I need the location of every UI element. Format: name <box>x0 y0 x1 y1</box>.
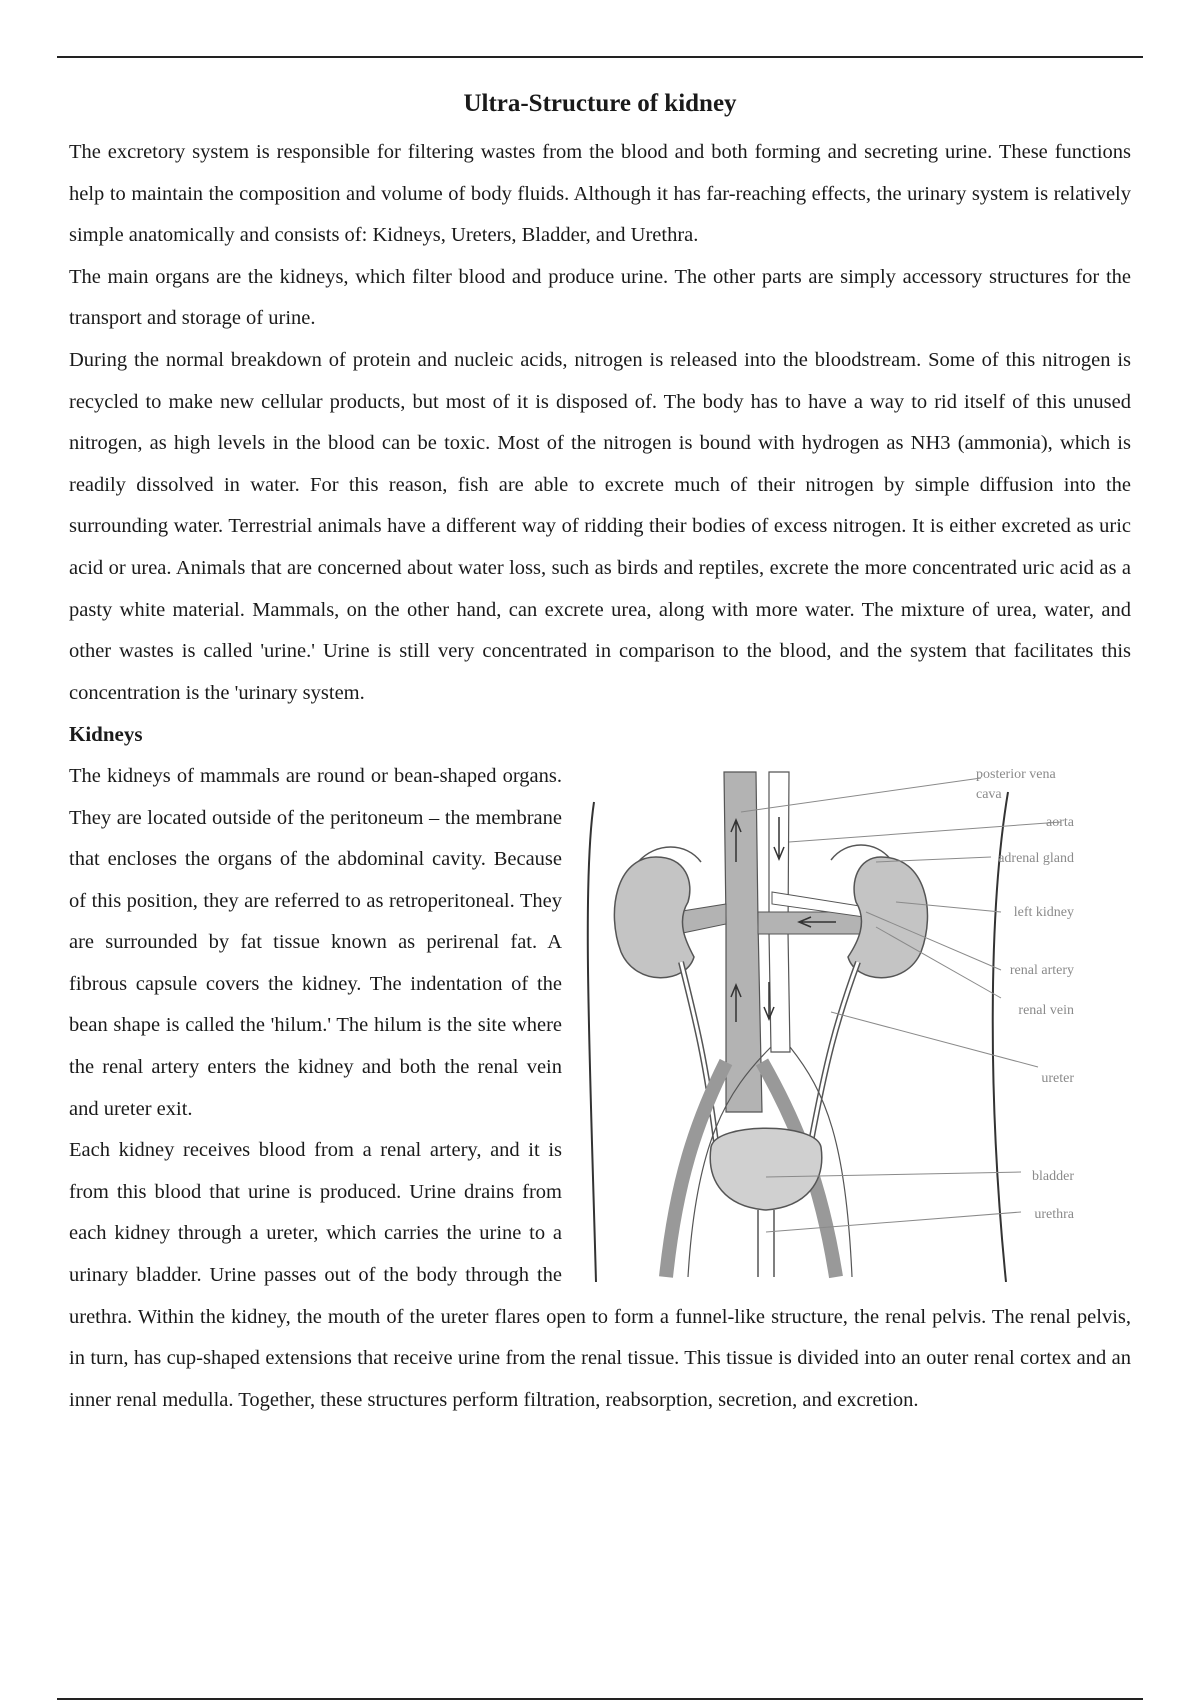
label-ureter: ureter <box>1041 1070 1074 1086</box>
paragraph-kidneys-text: The kidneys of mammals are round or bean-shaped organs. They are located outside of the peritoneum – the membrane that encloses the organs of the abdominal cavity. Because of this position, they are referred to as retroperitoneal. They are surrounded by fat tissue known as perirenal fat. A fibrous capsule covers the kidney. The indentation of the bean shape is called the 'hilum.' The hilum is the site where the renal artery enters the kidney and both the renal vein and ureter exit. <box>69 764 562 1120</box>
page-title: Ultra-Structure of kidney <box>463 90 737 117</box>
label-cava: cava <box>976 786 1002 802</box>
paragraph-main-organs: The main organs are the kidneys, which filter blood and produce urine. The other parts are simply accessory structures for the transport and storage of urine. <box>69 265 1131 330</box>
paragraph-kidneys-shape <box>69 756 1131 1222</box>
label-aorta: aorta <box>1046 814 1074 830</box>
right-kidney-shape <box>614 857 694 978</box>
paragraph-intro: The excretory system is responsible for filtering wastes from the blood and both forming and secreting urine. These functions help to maintain the composition and volume of body fluids. Although it has far-reaching effects, the urinary system is relatively simple anatomically and consists of: Kidneys, Ureters, Bladder, and Urethra. <box>69 141 1131 247</box>
label-bladder: bladder <box>1032 1168 1074 1184</box>
paragraph-nitrogen: During the normal breakdown of protein and nucleic acids, nitrogen is released into the bloodstream. Some of this nitrogen is recycled to make new cellular products, but most of it is disposed of. The body has to have a way to rid itself of this unused nitrogen, as high levels in the blood can be toxic. Most of the nitrogen is bound with hydrogen as NH3 (ammonia), which is readily dissolved in water. For this reason, fish are able to excrete much of their nitrogen by simple diffusion into the surrounding water. Terrestrial animals have a different way of ridding their bodies of excess nitrogen. It is either excreted as uric acid or urea. Animals that are concerned about water loss, such as birds and reptiles, excrete the more concentrated uric acid as a pasty white material. Mammals, on the other hand, can excrete urea, along with more water. The mixture of urea, water, and other wastes is called 'urine.' Urine is still very concentrated in comparison to the blood, and the system that facilitates this concentration is the 'urinary system. <box>69 348 1131 704</box>
paragraph-renal-flow: Each kidney receives blood from a renal artery, and it is from this blood that urine is produced. Urine drains from each kidney through a ureter, which carries the urine to a urinary bladder. Urine passes out of the body through the urethra. Within the kidney, the mouth of the ureter flares open to form a funnel-like structure, the renal pelvis. The renal pelvis, in turn, has cup-shaped extensions that receive urine from the renal tissue. This tissue is divided into an outer renal cortex and an inner renal medulla. Together, these structures perform filtration, reabsorption, secretion, and excretion. <box>69 1139 1131 1411</box>
label-renal-vein: renal vein <box>1018 1002 1074 1018</box>
label-renal-artery: renal artery <box>1009 962 1074 978</box>
label-urethra: urethra <box>1034 1206 1074 1222</box>
urinary-system-figure <box>576 762 1131 1282</box>
section-heading-kidneys: Kidneys <box>69 722 143 747</box>
top-rule <box>57 56 1143 58</box>
label-adrenal-gland: adrenal gland <box>998 850 1074 866</box>
label-left-kidney: left kidney <box>1013 904 1074 920</box>
urinary-system-diagram <box>576 762 1131 1282</box>
page-content <box>69 80 1131 1421</box>
label-posterior-vena: posterior vena <box>976 766 1056 782</box>
